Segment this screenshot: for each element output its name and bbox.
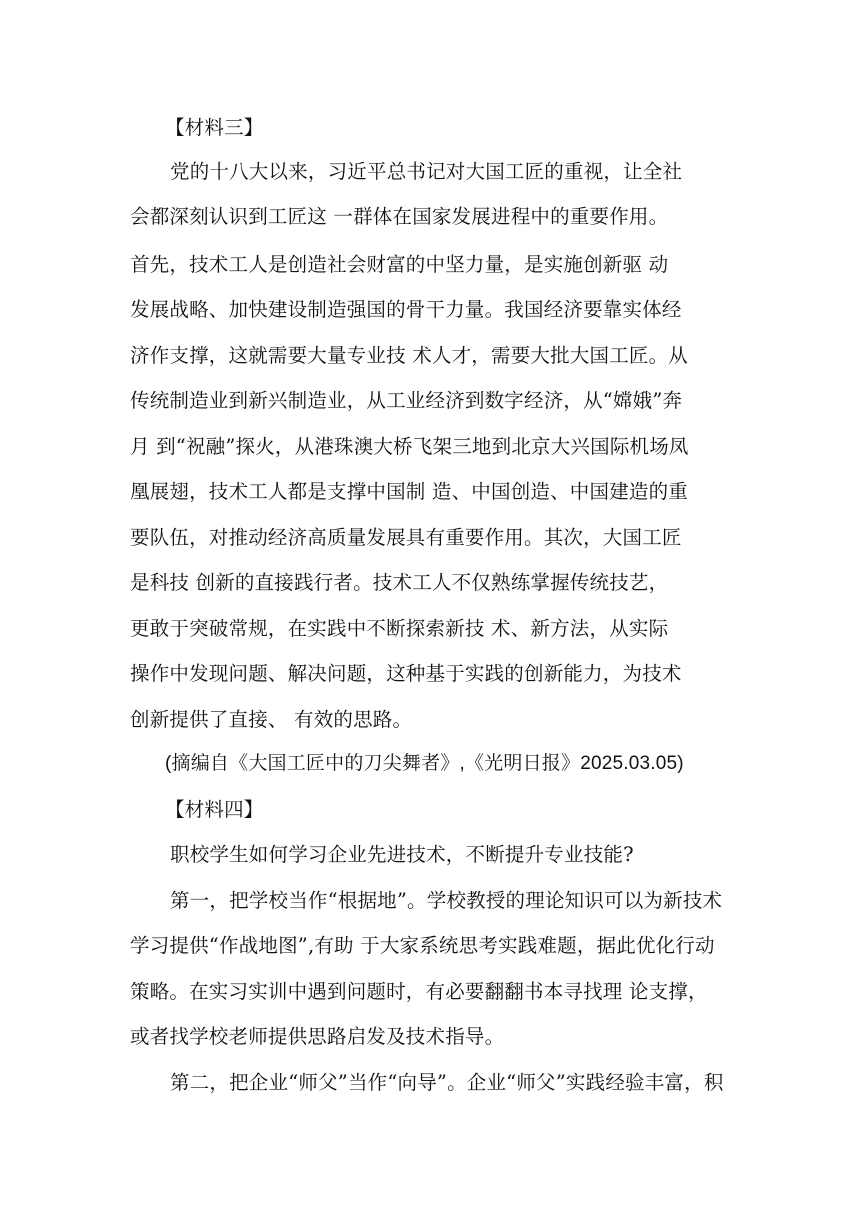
material4-para1-line-3: 策略。在实习实训中遇到问题时，有必要翻翻书本寻找理 论支撑，: [130, 980, 708, 1003]
material4-para1-line-4: 或者找学校老师提供思路启发及技术指导。: [130, 1025, 505, 1048]
material3-line-9: 要队伍，对推动经济高质量发展具有重要作用。其次，大国工匠: [130, 526, 682, 549]
material4-para2-line-1: 第二，把企业“师父”当作“向导”。企业“师父”实践经验丰富，积: [170, 1071, 724, 1094]
material3-line-10: 是科技 创新的直接践行者。技术工人不仅熟练掌握传统技艺，: [130, 571, 669, 594]
material4-para1-line-1: 第一，把学校当作“根据地”。学校教授的理论知识可以为新技术: [170, 889, 723, 912]
material3-line-4: 发展战略、加快建设制造强国的骨干力量。我国经济要靠实体经: [130, 298, 682, 321]
material4-para1-line-2: 学习提供“作战地图”,有助 于大家系统思考实践难题，据此优化行动: [130, 934, 715, 957]
material3-line-8: 凰展翅，技术工人都是支撑中国制 造、中国创造、中国建造的重: [130, 480, 688, 503]
material3-line-1: 党的十八大以来，习近平总书记对大国工匠的重视，让全社: [170, 160, 683, 183]
material3-line-2: 会都深刻认识到工匠这 一群体在国家发展进程中的重要作用。: [130, 205, 669, 228]
material3-citation: (摘编自《大国工匠中的刀尖舞者》,《光明日报》2025.03.05): [165, 753, 684, 774]
material3-line-7: 月 到“祝融”探火，从港珠澳大桥飞架三地到北京大兴国际机场凤: [130, 435, 689, 458]
material3-line-11: 更敢于突破常规，在实践中不断探索新技 术、新方法，从实际: [130, 617, 669, 640]
material3-heading: 【材料三】: [165, 116, 264, 139]
material3-line-3: 首先，技术工人是创造社会财富的中坚力量，是实施创新驱 动: [130, 253, 669, 276]
material3-line-6: 传统制造业到新兴制造业，从工业经济到数字经济，从“嫦娥”奔: [130, 389, 683, 412]
material3-line-5: 济作支撑，这就需要大量专业技 术人才，需要大批大国工匠。从: [130, 344, 688, 367]
material3-line-12: 操作中发现问题、解决问题，这种基于实践的创新能力，为技术: [130, 662, 682, 685]
material3-line-13: 创新提供了直接、 有效的思路。: [130, 708, 413, 731]
material4-question: 职校学生如何学习企业先进技术，不断提升专业技能?: [170, 843, 634, 866]
material4-heading: 【材料四】: [165, 798, 264, 821]
